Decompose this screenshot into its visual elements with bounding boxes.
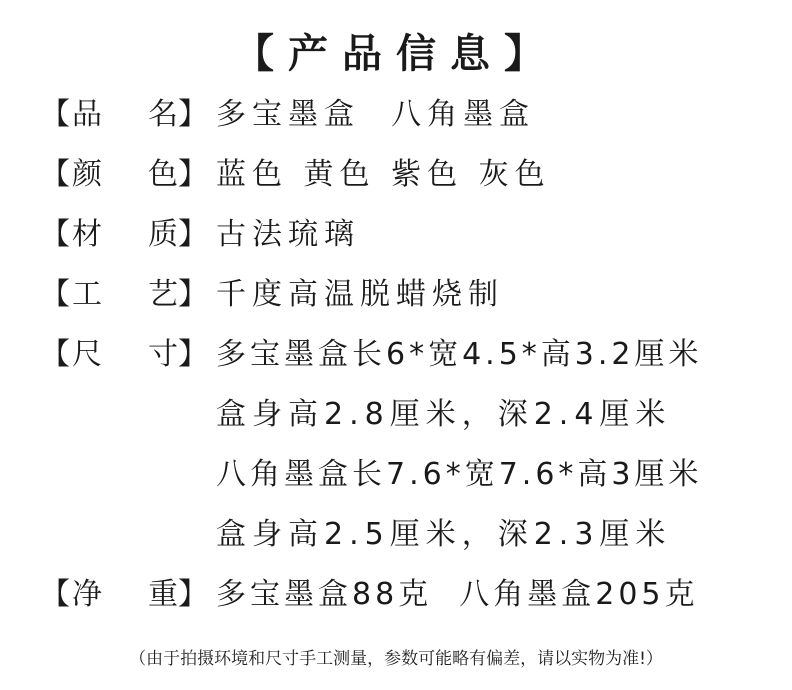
bracket-close: 】 <box>178 97 208 132</box>
info-row-name <box>40 95 535 135</box>
bracket-open: 【 <box>40 97 70 132</box>
row-value: 蓝色 黄色 紫色 灰色 <box>216 157 551 192</box>
size-detail-line: 盒身高2.8厘米，深2.4厘米 <box>216 397 672 432</box>
info-row-craft <box>40 275 504 315</box>
label-char-1: 颜 <box>72 157 102 192</box>
row-value: 多宝墨盒 八角墨盒 <box>216 97 536 132</box>
label-char-1: 工 <box>72 277 102 312</box>
row-value: 古法琉璃 <box>216 217 360 252</box>
info-row-color <box>40 155 551 195</box>
info-row-weight <box>40 575 699 615</box>
info-row-material <box>40 215 360 255</box>
bracket-close: 】 <box>178 337 208 372</box>
page-title: 【产品信息】 <box>234 30 558 77</box>
bracket-close: 】 <box>178 217 208 252</box>
bracket-open: 【 <box>40 217 70 252</box>
info-row-size <box>40 335 703 375</box>
row-value: 多宝墨盒长6*宽4.5*高3.2厘米 <box>216 337 703 372</box>
bracket-open: 【 <box>40 577 70 612</box>
label-char-2: 寸 <box>148 337 178 372</box>
bracket-open: 【 <box>40 157 70 192</box>
label-char-2: 色 <box>148 157 178 192</box>
label-char-2: 重 <box>148 577 178 612</box>
label-char-2: 质 <box>148 217 178 252</box>
row-value: 千度高温脱蜡烧制 <box>216 277 504 312</box>
bracket-open: 【 <box>40 337 70 372</box>
size-detail-line: 八角墨盒长7.6*宽7.6*高3厘米 <box>216 457 703 492</box>
label-char-1: 净 <box>72 577 102 612</box>
row-value: 多宝墨盒88克 八角墨盒205克 <box>216 577 699 612</box>
bracket-close: 】 <box>178 157 208 192</box>
label-char-1: 尺 <box>72 337 102 372</box>
label-char-1: 品 <box>72 97 102 132</box>
disclaimer-note: （由于拍摄环境和尺寸手工测量，参数可能略有偏差，请以实物为准!） <box>129 649 663 669</box>
label-char-1: 材 <box>72 217 102 252</box>
label-char-2: 艺 <box>148 277 178 312</box>
size-detail-line: 盒身高2.5厘米，深2.3厘米 <box>216 517 672 552</box>
bracket-close: 】 <box>178 577 208 612</box>
bracket-close: 】 <box>178 277 208 312</box>
bracket-open: 【 <box>40 277 70 312</box>
label-char-2: 名 <box>148 97 178 132</box>
